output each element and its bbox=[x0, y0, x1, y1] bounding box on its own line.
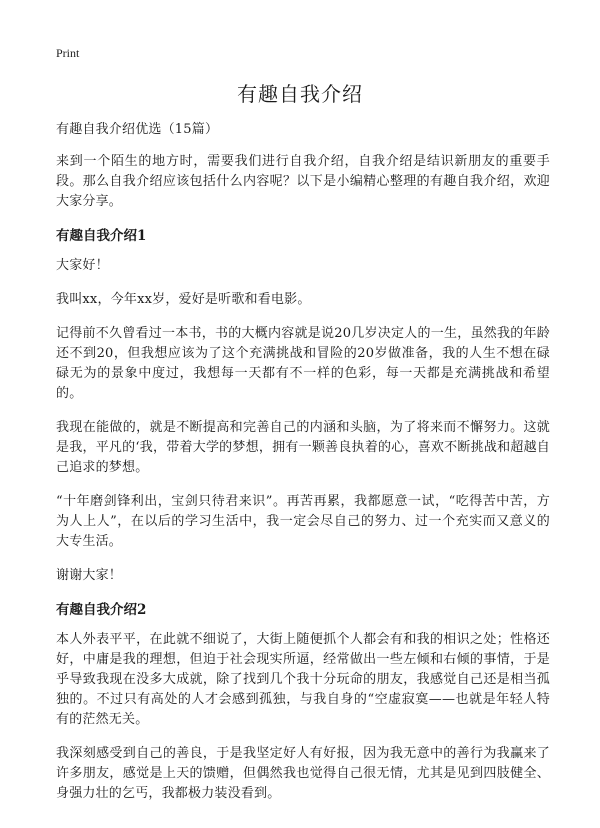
paragraph: 我深刻感受到自己的善良，于是我坚定好人有好报，因为我无意中的善行为我赢来了许多朋友，感觉是上天的馈赠，但偶然我也觉得自己很无情，尤其是见到四肢健全、身强力壮的乞丐，我都极力装没看到。 bbox=[56, 746, 550, 801]
paragraph: “十年磨剑锋利出，宝剑只待君来识”。再苦再累，我都愿意一试，“吃得苦中苦，方为人上人”，在以后的学习生活中，我一定会尽自己的努力、过一个充实而又意义的大专生活。 bbox=[56, 494, 550, 549]
paragraph: 谢谢大家！ bbox=[56, 568, 123, 583]
print-label: Print bbox=[56, 46, 80, 60]
document-body bbox=[56, 120, 550, 818]
paragraph: 我叫xx，今年xx岁，爱好是听歌和看电影。 bbox=[56, 292, 311, 307]
intro-paragraph: 来到一个陌生的地方时，需要我们进行自我介绍，自我介绍是结识新朋友的重要手段。那么自我介绍应该包括什么内容呢？以下是小编精心整理的有趣自我介绍，欢迎大家分享。 bbox=[56, 154, 550, 209]
section-1 bbox=[56, 226, 550, 586]
document-subtitle: 有趣自我介绍优选（15篇） bbox=[56, 122, 219, 137]
paragraph: 本人外表平平，在此就不细说了，大街上随便抓个人都会有和我的相识之处；性格还好，中庸是我的理想，但迫于社会现实所逼，经常做出一些左倾和右倾的事情，于是乎导致我现在没多大成就，除了找到几个我十分玩命的朋友，我感觉自己还是相当孤独的。不过只有高处的人才会感到孤独，与我自身的“空虚寂寞——也就是年轻人特有的茫然无关。 bbox=[56, 632, 550, 727]
paragraph: 我现在能做的，就是不断提高和完善自己的内涵和头脑，为了将来而不懈努力。这就是我，平凡的‘我，带着大学的梦想，拥有一颗善良执着的心，喜欢不断挑战和超越自己追求的梦想。 bbox=[56, 420, 550, 475]
section-heading: 有趣自我介绍1 bbox=[56, 228, 147, 244]
section-heading: 有趣自我介绍2 bbox=[56, 602, 147, 618]
section-2 bbox=[56, 600, 550, 804]
paragraph: 大家好！ bbox=[56, 258, 109, 273]
paragraph: 记得前不久曾看过一本书，书的大概内容就是说20几岁决定人的一生，虽然我的年龄还不到20，但我想应该为了这个充满挑战和冒险的20岁做准备，我的人生不想在碌碌无为的景象中度过，我想每一天都有不一样的色彩，每一天都是充满挑战和希望的。 bbox=[56, 326, 550, 401]
document-title: 有趣自我介绍 bbox=[237, 82, 363, 106]
